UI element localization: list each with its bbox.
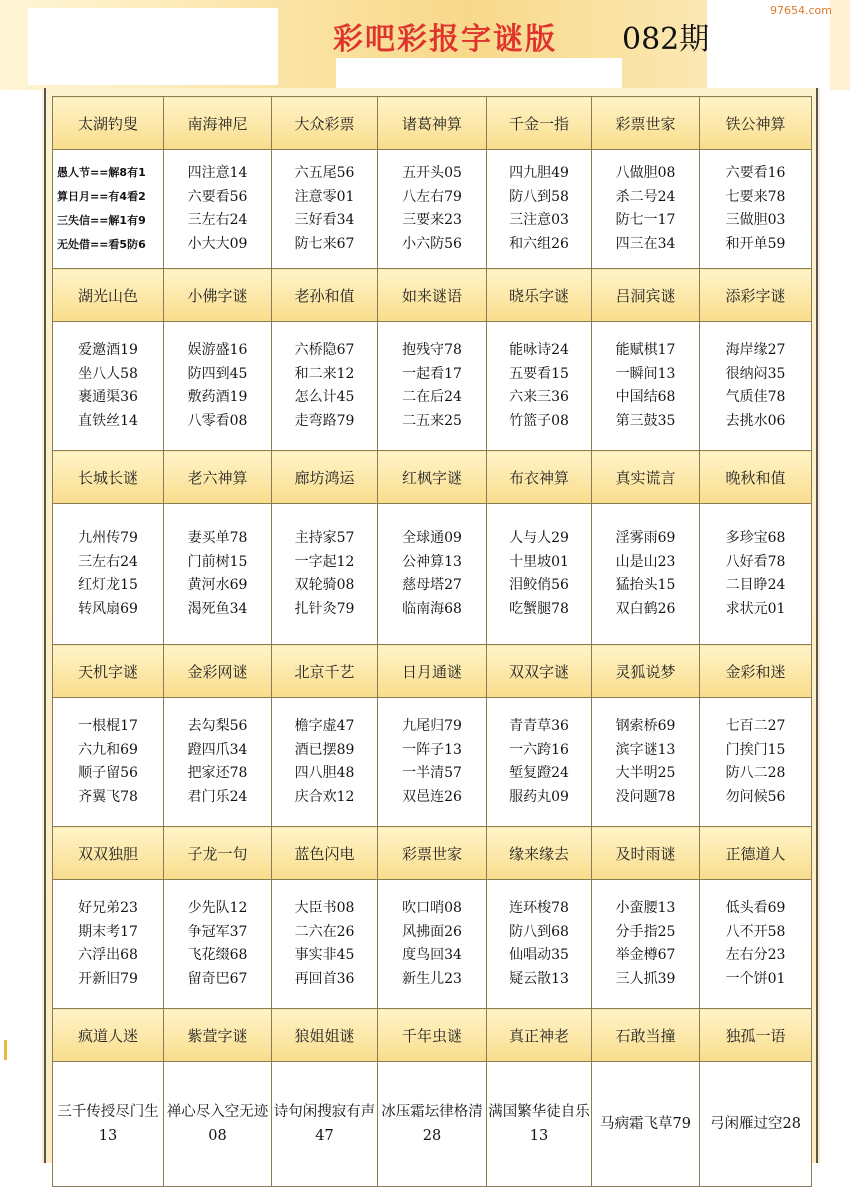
- header-row: [53, 451, 812, 504]
- puzzle-line: 四注意14: [187, 165, 248, 181]
- puzzle-line: 服药丸09: [509, 788, 569, 805]
- content-row: [53, 504, 812, 645]
- column-header: 南海神尼: [164, 97, 272, 150]
- puzzle-line: 求状元01: [725, 600, 786, 617]
- puzzle-line: 八好看78: [725, 553, 786, 570]
- puzzle-line: 慈母塔27: [402, 577, 462, 593]
- column-header: 石敢当撞: [592, 1009, 700, 1062]
- puzzle-cell: [53, 504, 164, 645]
- puzzle-line: 六要看56: [187, 188, 248, 205]
- puzzle-line: 双邑连26: [402, 788, 462, 805]
- puzzle-line: 公神算13: [402, 553, 462, 570]
- puzzle-line: 门挨门15: [725, 741, 786, 758]
- column-header: 如来谜语: [378, 269, 487, 322]
- column-header: 及时雨谜: [592, 827, 700, 880]
- puzzle-cell: [487, 1062, 592, 1187]
- puzzle-line: 竹篮子08: [509, 412, 569, 429]
- puzzle-line: 度鸟回34: [402, 947, 462, 963]
- column-header: 晚秋和值: [700, 451, 812, 504]
- puzzle-cell: [53, 698, 164, 827]
- column-header: 狼姐姐谜: [272, 1009, 378, 1062]
- puzzle-line: 吃蟹腿78: [509, 600, 569, 617]
- puzzle-line: 举金樽67: [615, 947, 676, 963]
- puzzle-line: 酒已摆89: [294, 741, 355, 758]
- puzzle-line: 和开单59: [725, 235, 786, 252]
- column-header: 小佛字谜: [164, 269, 272, 322]
- puzzle-line: 齐翼飞78: [78, 788, 138, 805]
- header-row: [53, 1009, 812, 1062]
- header-row: [53, 645, 812, 698]
- column-header: 彩票世家: [378, 827, 487, 880]
- puzzle-line: 防四到45: [187, 365, 248, 382]
- puzzle-cell: [53, 1062, 164, 1187]
- puzzle-line: 顺子留56: [78, 765, 138, 781]
- puzzle-line: 裹通渠36: [78, 389, 138, 405]
- puzzle-line: 勿问候56: [725, 788, 786, 805]
- puzzle-line: 大臣书08: [294, 900, 355, 916]
- column-header: 双双独胆: [53, 827, 164, 880]
- puzzle-line: 小大大09: [187, 235, 248, 252]
- puzzle-line: 九州传79: [78, 530, 138, 546]
- column-header: 吕洞宾谜: [592, 269, 700, 322]
- puzzle-line: 愚人节==解8有1: [57, 166, 146, 179]
- puzzle-cell: [700, 150, 812, 269]
- puzzle-cell: [378, 322, 487, 451]
- puzzle-line: 五开头05: [402, 165, 462, 181]
- puzzle-line: 扎针灸79: [294, 600, 355, 617]
- column-header: 灵狐说梦: [592, 645, 700, 698]
- content-row: [53, 698, 812, 827]
- puzzle-line: 疑云散13: [509, 970, 569, 987]
- puzzle-line: 钢索桥69: [615, 718, 676, 734]
- content-row: [53, 1062, 812, 1187]
- column-header: 北京千艺: [272, 645, 378, 698]
- puzzle-line: 一根棍17: [78, 718, 138, 734]
- puzzle-line: 期末考17: [78, 923, 138, 940]
- column-header: 太湖钓叟: [53, 97, 164, 150]
- column-header: 彩票世家: [592, 97, 700, 150]
- puzzle-cell: [592, 1062, 700, 1187]
- puzzle-cell: [487, 150, 592, 269]
- puzzle-line: 诗句闲搜寂有声47: [273, 1104, 376, 1144]
- puzzle-line: 三人抓39: [615, 970, 676, 987]
- header-row: [53, 827, 812, 880]
- puzzle-line: 很纳闷35: [725, 365, 786, 382]
- puzzle-line: 禅心尽入空无迹08: [166, 1104, 269, 1144]
- puzzle-line: 注意零01: [294, 188, 355, 205]
- puzzle-line: 连环梭78: [509, 900, 569, 916]
- puzzle-line: 八做胆08: [615, 165, 676, 181]
- puzzle-line: 三做胆03: [725, 212, 786, 228]
- puzzle-line: 八零看08: [187, 412, 248, 429]
- puzzle-line: 把家还78: [187, 765, 248, 781]
- puzzle-line: 小六防56: [402, 235, 462, 252]
- puzzle-line: 留奇巴67: [187, 970, 248, 987]
- column-header: 大众彩票: [272, 97, 378, 150]
- puzzle-line: 庆合欢12: [294, 788, 355, 805]
- column-header: 日月通谜: [378, 645, 487, 698]
- puzzle-line: 三要来23: [402, 212, 462, 228]
- header-row: [53, 269, 812, 322]
- puzzle-line: 黄河水69: [187, 577, 248, 593]
- puzzle-line: 八左右79: [402, 188, 462, 205]
- puzzle-cell: [592, 880, 700, 1009]
- puzzle-line: 杀二号24: [615, 188, 676, 205]
- puzzle-cell: [592, 150, 700, 269]
- puzzle-line: 中国结68: [615, 389, 676, 405]
- puzzle-cell: [53, 150, 164, 269]
- puzzle-line: 第三鼓35: [615, 412, 676, 429]
- puzzle-line: 临南海68: [402, 600, 462, 617]
- watermark: 97654.com: [770, 4, 832, 17]
- puzzle-line: 抱残守78: [402, 342, 462, 358]
- blank-area-left: [28, 8, 278, 85]
- puzzle-cell: [487, 880, 592, 1009]
- puzzle-cell: [272, 322, 378, 451]
- content-row: [53, 150, 812, 269]
- puzzle-line: 檐字虚47: [294, 718, 355, 734]
- puzzle-line: 马病霜飞草79: [600, 1116, 691, 1132]
- puzzle-line: 三左右24: [78, 553, 138, 570]
- puzzle-cell: [487, 698, 592, 827]
- column-header: 独孤一语: [700, 1009, 812, 1062]
- column-header: 老六神算: [164, 451, 272, 504]
- puzzle-line: 七要来78: [725, 188, 786, 205]
- puzzle-line: 新生儿23: [402, 970, 462, 987]
- column-header: 天机字谜: [53, 645, 164, 698]
- puzzle-cell: [272, 1062, 378, 1187]
- content-row: [53, 880, 812, 1009]
- puzzle-line: 冰压霜坛律格清28: [381, 1104, 483, 1144]
- puzzle-line: 主持家57: [294, 530, 355, 546]
- puzzle-line: 分手指25: [615, 923, 676, 940]
- puzzle-line: 好兄弟23: [78, 900, 138, 916]
- puzzle-line: 六来三36: [509, 389, 569, 405]
- puzzle-line: 六要看16: [725, 165, 786, 181]
- puzzle-line: 双轮骑08: [294, 577, 355, 593]
- puzzle-line: 一半清57: [402, 765, 462, 781]
- puzzle-line: 滨字谜13: [615, 741, 676, 758]
- column-header: 老孙和值: [272, 269, 378, 322]
- puzzle-cell: [272, 698, 378, 827]
- puzzle-line: 防七一17: [615, 212, 676, 228]
- column-header: 子龙一句: [164, 827, 272, 880]
- puzzle-line: 一阵子13: [402, 741, 462, 758]
- left-border: [44, 88, 46, 1163]
- puzzle-line: 去挑水06: [725, 412, 786, 429]
- puzzle-cell: [164, 698, 272, 827]
- puzzle-line: 二目睁24: [725, 577, 786, 593]
- puzzle-line: 三失信==解1有9: [57, 214, 146, 227]
- puzzle-table: [52, 96, 812, 1187]
- puzzle-line: 三左右24: [187, 212, 248, 228]
- puzzle-line: 吹口哨08: [402, 900, 462, 916]
- puzzle-line: 事实非45: [294, 947, 355, 963]
- puzzle-line: 四九胆49: [509, 165, 569, 181]
- puzzle-line: 没问题78: [615, 788, 676, 805]
- puzzle-line: 气质佳78: [725, 389, 786, 405]
- column-header: 金彩网谜: [164, 645, 272, 698]
- puzzle-cell: [592, 698, 700, 827]
- column-header: 添彩字谜: [700, 269, 812, 322]
- puzzle-cell: [378, 880, 487, 1009]
- column-header: 蓝色闪电: [272, 827, 378, 880]
- puzzle-line: 泪鲛俏56: [509, 577, 569, 593]
- puzzle-line: 风拂面26: [402, 923, 462, 940]
- puzzle-line: 八不开58: [725, 923, 786, 940]
- issue-number: 082期: [622, 22, 710, 57]
- content-row: [53, 322, 812, 451]
- puzzle-line: 渴死鱼34: [187, 600, 248, 617]
- page-title: 彩吧彩报字谜版: [333, 22, 557, 57]
- puzzle-cell: [53, 880, 164, 1009]
- puzzle-line: 六浮出68: [78, 947, 138, 963]
- column-header: 千金一指: [487, 97, 592, 150]
- column-header: 布衣神算: [487, 451, 592, 504]
- column-header: 双双字谜: [487, 645, 592, 698]
- header-row: [53, 97, 812, 150]
- puzzle-line: 开新旧79: [78, 970, 138, 987]
- puzzle-line: 再回首36: [294, 970, 355, 987]
- puzzle-cell: [700, 880, 812, 1009]
- column-header: 长城长谜: [53, 451, 164, 504]
- puzzle-line: 防八到68: [509, 923, 569, 940]
- puzzle-line: 二在后24: [402, 389, 462, 405]
- puzzle-line: 全球通09: [402, 530, 462, 546]
- column-header: 诸葛神算: [378, 97, 487, 150]
- puzzle-cell: [378, 698, 487, 827]
- puzzle-cell: [272, 880, 378, 1009]
- puzzle-line: 大半明25: [615, 765, 676, 781]
- column-header: 缘来缘去: [487, 827, 592, 880]
- puzzle-line: 山是山23: [615, 553, 676, 570]
- puzzle-line: 满国繁华徒自乐13: [488, 1104, 590, 1144]
- column-header: 铁公神算: [700, 97, 812, 150]
- puzzle-line: 敷药酒19: [187, 389, 248, 405]
- puzzle-line: 六桥隐67: [294, 342, 355, 358]
- puzzle-line: 一起看17: [402, 365, 462, 382]
- puzzle-cell: [700, 698, 812, 827]
- puzzle-cell: [164, 150, 272, 269]
- puzzle-cell: [700, 322, 812, 451]
- puzzle-cell: [378, 504, 487, 645]
- puzzle-line: 三千传授尽门生13: [57, 1104, 159, 1144]
- puzzle-line: 妻买单78: [187, 530, 248, 546]
- column-header: 真实谎言: [592, 451, 700, 504]
- puzzle-line: 一个饼01: [725, 970, 786, 987]
- puzzle-line: 七百二27: [725, 718, 786, 734]
- puzzle-line: 堑复蹬24: [509, 765, 569, 781]
- puzzle-cell: [272, 504, 378, 645]
- puzzle-line: 蹬四爪34: [187, 741, 248, 758]
- puzzle-cell: [592, 322, 700, 451]
- puzzle-cell: [164, 1062, 272, 1187]
- puzzle-line: 九尾归79: [402, 718, 462, 734]
- puzzle-line: 五要看15: [509, 365, 569, 382]
- right-border: [816, 88, 818, 1163]
- puzzle-cell: [53, 322, 164, 451]
- puzzle-cell: [164, 880, 272, 1009]
- puzzle-cell: [378, 150, 487, 269]
- puzzle-line: 三注意03: [509, 212, 569, 228]
- puzzle-line: 走弯路79: [294, 412, 355, 429]
- puzzle-line: 十里坡01: [509, 553, 569, 570]
- puzzle-line: 猛抬头15: [615, 577, 676, 593]
- puzzle-cell: [700, 504, 812, 645]
- puzzle-line: 淫雾雨69: [615, 530, 676, 546]
- puzzle-line: 爱邀酒19: [78, 342, 138, 358]
- puzzle-line: 左右分23: [725, 947, 786, 963]
- puzzle-line: 二六在26: [294, 923, 355, 940]
- puzzle-line: 低头看69: [725, 900, 786, 916]
- column-header: 正德道人: [700, 827, 812, 880]
- column-header: 真正神老: [487, 1009, 592, 1062]
- puzzle-line: 防八到58: [509, 188, 569, 205]
- puzzle-line: 能咏诗24: [509, 342, 569, 358]
- column-header: 红枫字谜: [378, 451, 487, 504]
- puzzle-line: 争冠军37: [187, 923, 248, 940]
- puzzle-line: 弓闲雁过空28: [710, 1116, 801, 1132]
- puzzle-line: 能赋棋17: [615, 342, 676, 358]
- puzzle-line: 怎么计45: [294, 389, 355, 405]
- puzzle-line: 四三在34: [615, 235, 676, 252]
- puzzle-cell: [378, 1062, 487, 1187]
- edge-mark: [4, 1040, 7, 1060]
- puzzle-line: 双白鹤26: [615, 600, 676, 617]
- puzzle-line: 算日月==有4看2: [57, 190, 146, 203]
- column-header: 廊坊鸿运: [272, 451, 378, 504]
- column-header: 千年虫谜: [378, 1009, 487, 1062]
- puzzle-cell: [272, 150, 378, 269]
- puzzle-line: 小蛮腰13: [615, 900, 676, 916]
- puzzle-line: 娱游盛16: [187, 342, 248, 358]
- column-header: 紫萱字谜: [164, 1009, 272, 1062]
- puzzle-line: 一字起12: [294, 553, 355, 570]
- puzzle-line: 一六跨16: [509, 741, 569, 758]
- puzzle-line: 一瞬间13: [615, 365, 676, 382]
- puzzle-cell: [164, 504, 272, 645]
- puzzle-line: 去勾梨56: [187, 718, 248, 734]
- puzzle-line: 直铁丝14: [78, 412, 138, 429]
- puzzle-cell: [487, 322, 592, 451]
- puzzle-line: 六九和69: [78, 741, 138, 758]
- puzzle-line: 防八二28: [725, 765, 786, 781]
- puzzle-line: 二五来25: [402, 412, 462, 429]
- puzzle-line: 红灯龙15: [78, 577, 138, 593]
- column-header: 金彩和迷: [700, 645, 812, 698]
- puzzle-line: 人与人29: [509, 530, 569, 546]
- puzzle-line: 六五尾56: [294, 165, 355, 181]
- puzzle-cell: [700, 1062, 812, 1187]
- puzzle-line: 海岸缘27: [725, 342, 786, 358]
- puzzle-cell: [487, 504, 592, 645]
- column-header: 疯道人迷: [53, 1009, 164, 1062]
- puzzle-line: 防七来67: [294, 235, 355, 252]
- puzzle-line: 转风扇69: [78, 600, 138, 617]
- puzzle-line: 青青草36: [509, 718, 569, 734]
- puzzle-cell: [164, 322, 272, 451]
- puzzle-line: 四八胆48: [294, 765, 355, 781]
- puzzle-line: 多珍宝68: [725, 530, 786, 546]
- puzzle-cell: [592, 504, 700, 645]
- puzzle-line: 和二来12: [294, 365, 355, 382]
- puzzle-line: 仙唱动35: [509, 947, 569, 963]
- puzzle-line: 三好看34: [294, 212, 355, 228]
- column-header: 晓乐字谜: [487, 269, 592, 322]
- puzzle-line: 飞花缀68: [187, 947, 248, 963]
- column-header: 湖光山色: [53, 269, 164, 322]
- puzzle-line: 和六组26: [509, 235, 569, 252]
- puzzle-line: 无处借==看5防6: [57, 238, 146, 251]
- puzzle-line: 坐八人58: [78, 365, 138, 382]
- puzzle-line: 门前树15: [187, 553, 248, 570]
- puzzle-line: 君门乐24: [187, 788, 248, 805]
- puzzle-line: 少先队12: [187, 900, 248, 916]
